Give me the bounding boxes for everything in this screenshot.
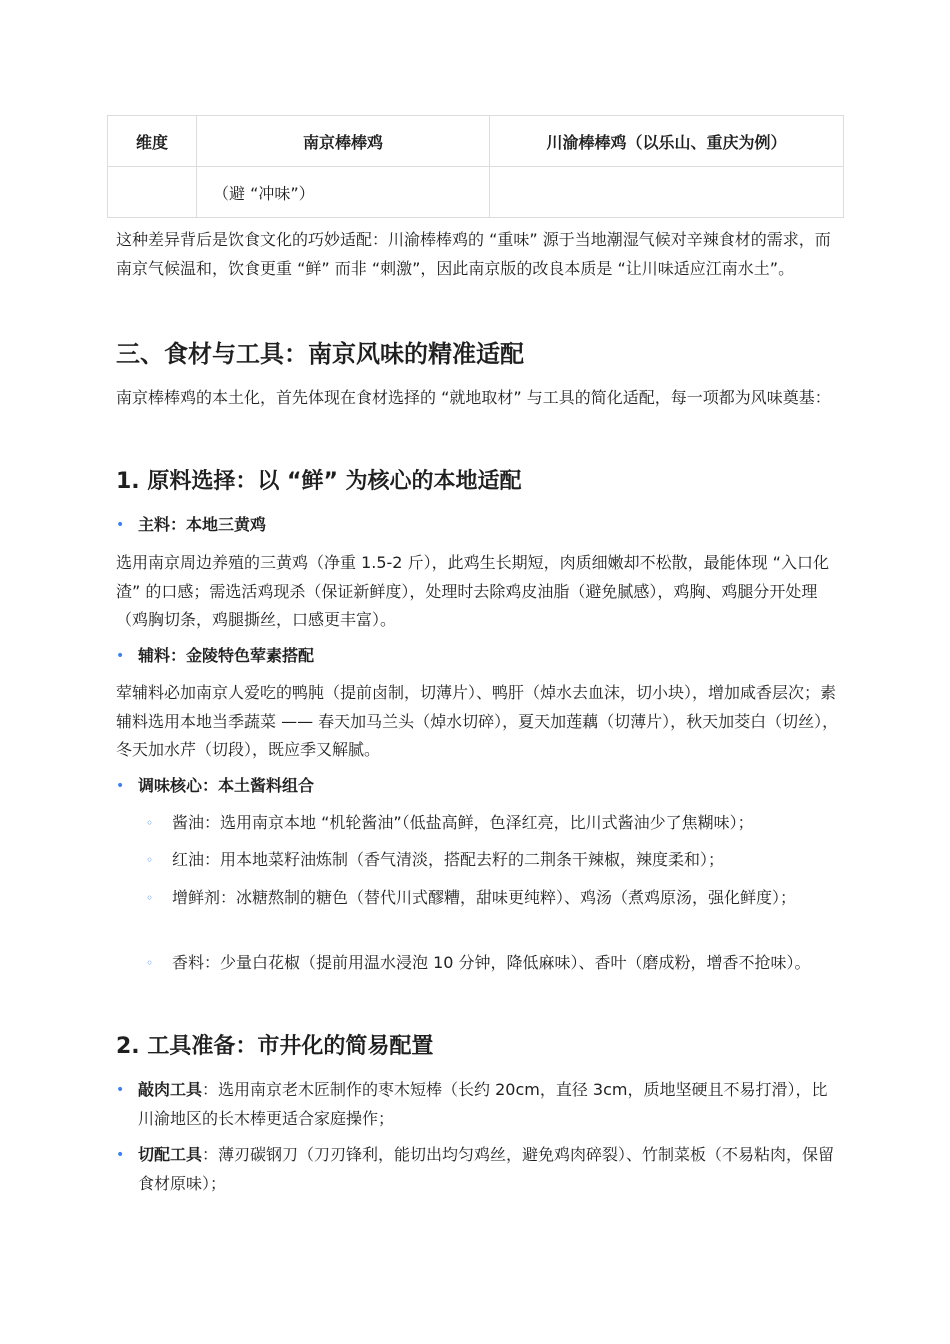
bullet-dot-icon: • (116, 517, 125, 533)
bullet-pounding-tool (116, 1076, 840, 1133)
table-cell: （避 “冲味”） (197, 167, 490, 218)
bullet-label: 切配工具 (138, 1145, 203, 1164)
table-row (108, 167, 844, 218)
list-item: ◦ 酱油：选用南京本地 “机轮酱油”（低盐高鲜，色泽红亮，比川式酱油少了焦糊味）； (146, 809, 836, 838)
circle-bullet-icon: ◦ (146, 891, 154, 905)
bullet-dot-icon: • (116, 648, 125, 664)
subsection-1-heading: 1. 原料选择：以 “鲜” 为核心的本地适配 (116, 469, 522, 494)
bullet-text: ：选用南京老木匠制作的枣木短棒（长约 20cm，直径 3cm，质地坚硬且不易打滑），比川渝地区的长木棒更适合家庭操作； (138, 1080, 828, 1128)
list-item: ◦ 香料：少量白花椒（提前用温水浸泡 10 分钟，降低麻味）、香叶（磨成粉，增香不抢味）。 (146, 949, 836, 978)
bullet-cutting-tool (116, 1141, 840, 1198)
subsection-2-heading: 2. 工具准备：市井化的简易配置 (116, 1034, 434, 1059)
bullet-label: 主料：本地三黄鸡 (138, 515, 267, 534)
intro-paragraph: 这种差异背后是饮食文化的巧妙适配：川渝棒棒鸡的 “重味” 源于当地潮湿气候对辛辣食材的需求，而南京气候温和，饮食更重 “鲜” 而非 “刺激”，因此南京版的改良本质是 “让川味适应江南水土”。 (116, 230, 831, 278)
bullet-auxiliary (116, 642, 840, 671)
table-header-row (108, 116, 844, 167)
circle-bullet-icon: ◦ (146, 853, 154, 867)
comparison-table (107, 115, 844, 218)
bullet-label: 辅料：金陵特色荤素搭配 (138, 646, 315, 665)
section-3-heading: 三、食材与工具：南京风味的精准适配 (116, 340, 524, 368)
main-ingredient-paragraph: 选用南京周边养殖的三黄鸡（净重 1.5-2 斤），此鸡生长期短，肉质细嫩却不松散，最能体现 “入口化渣” 的口感；需选活鸡现杀（保证新鲜度），处理时去除鸡皮油脂（避免腻感），鸡胸、鸡腿分开处理（鸡胸切条，鸡腿撕丝，口感更丰富）。 (116, 553, 829, 629)
bullet-main-ingredient (116, 511, 840, 540)
circle-bullet-icon: ◦ (146, 956, 154, 970)
table-header-chuanyu: 川渝棒棒鸡（以乐山、重庆为例） (490, 116, 844, 167)
bullet-label: 调味核心：本土酱料组合 (138, 776, 315, 795)
auxiliary-paragraph: 荤辅料必加南京人爱吃的鸭肫（提前卤制，切薄片）、鸭肝（焯水去血沫，切小块），增加咸香层次；素辅料选用本地当季蔬菜 —— 春天加马兰头（焯水切碎），夏天加莲藕（切薄片），秋天加茭白（切丝），冬天加水芹（切段），既应季又解腻。 (116, 683, 839, 759)
bullet-dot-icon: • (116, 778, 125, 794)
list-item: ◦ 增鲜剂：冰糖熬制的糖色（替代川式醪糟，甜味更纯粹）、鸡汤（煮鸡原汤，强化鲜度）； (146, 884, 836, 913)
table-cell (490, 167, 844, 218)
table-header-nanjing: 南京棒棒鸡 (197, 116, 490, 167)
bullet-dot-icon: • (116, 1147, 125, 1163)
table-header-dimension: 维度 (108, 116, 197, 167)
circle-bullet-icon: ◦ (146, 816, 154, 830)
list-item: ◦ 红油：用本地菜籽油炼制（香气清淡，搭配去籽的二荆条干辣椒，辣度柔和）； (146, 846, 836, 875)
bullet-label: 敲肉工具 (138, 1080, 203, 1099)
bullet-text: ：薄刃碳钢刀（刀刃锋利，能切出均匀鸡丝，避免鸡肉碎裂）、竹制菜板（不易粘肉，保留食材原味）； (138, 1145, 835, 1193)
bullet-dot-icon: • (116, 1082, 125, 1098)
section-3-intro: 南京棒棒鸡的本土化，首先体现在食材选择的 “就地取材” 与工具的简化适配，每一项都为风味奠基： (116, 388, 831, 407)
bullet-seasoning (116, 772, 840, 801)
table-cell (108, 167, 197, 218)
